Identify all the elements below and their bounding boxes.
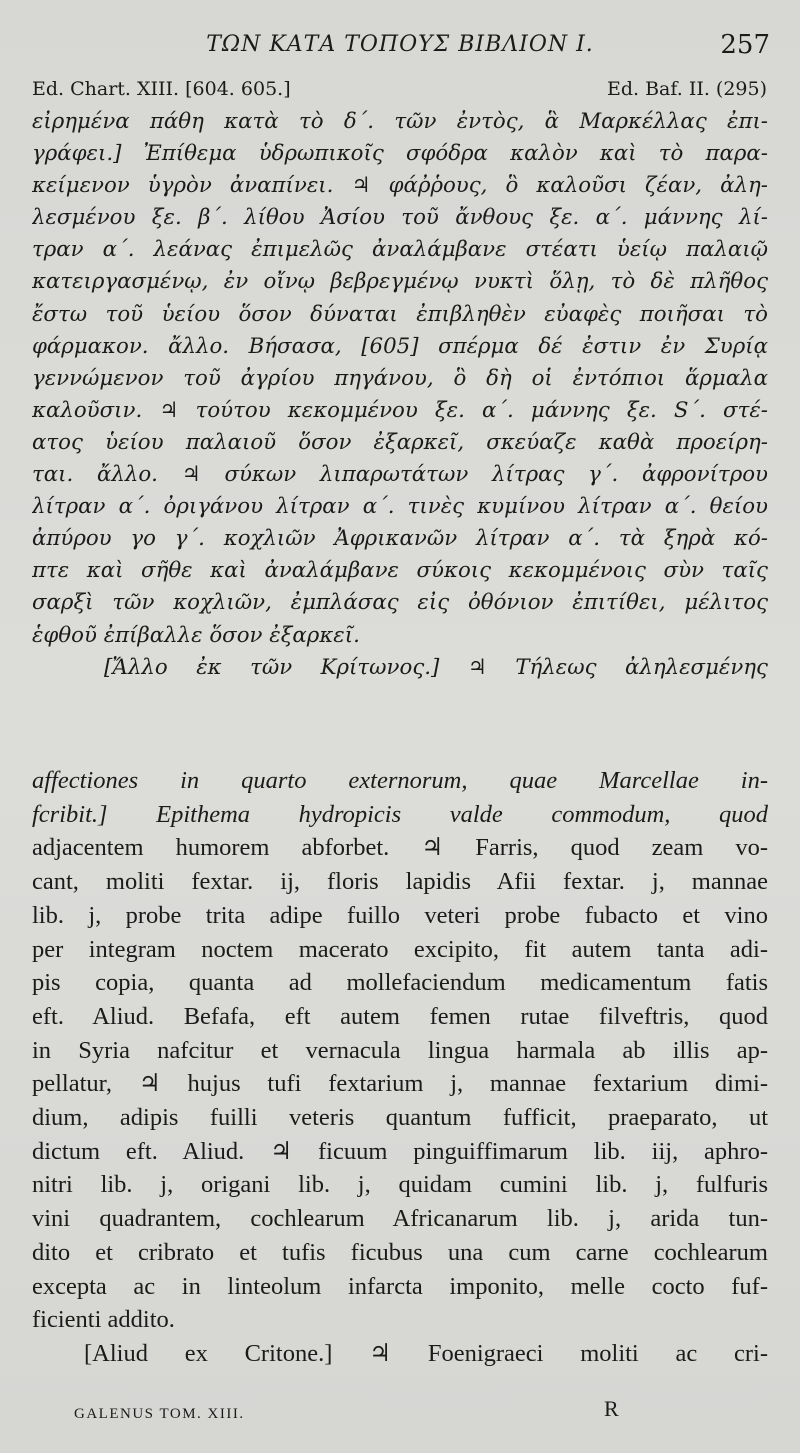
- greek-line: ται. ἄλλο. ♃ σύκων λιπαρωτάτων λίτρας γ΄. ἀφρονίτρου: [32, 462, 768, 488]
- greek-line: φάρμακον. ἄλλο. Βήσασα, [605] σπέρμα δέ ἐστιν ἐν Συρίᾳ: [32, 333, 768, 359]
- latin-line: pis copia, quanta ad mollefaciendum medicamentum fatis: [32, 969, 768, 997]
- page-number: 257: [720, 30, 770, 60]
- greek-line: γεννώμενον τοῦ ἀγρίου πηγάνου, ὃ δὴ οἱ ἐντόπιοι ἅρμαλα: [32, 365, 768, 391]
- latin-section-heading: [Aliud ex Critone.] ♃ Foenigraeci moliti ac cri-: [84, 1339, 768, 1367]
- latin-line: eft. Aliud. Befafa, eft autem femen rutae filveftris, quod: [32, 1002, 768, 1030]
- greek-line: σαρξὶ τῶν κοχλιῶν, ἐμπλάσας εἰς ὀθόνιον ἐπιτίθει, μέλιτος: [32, 590, 768, 616]
- running-head: [0, 28, 800, 68]
- latin-line: dictum eft. Aliud. ♃ ficuum pinguiffimarum lib. iij, aphro-: [32, 1137, 768, 1165]
- latin-line: vini quadrantem, cochlearum Africanarum lib. j, arida tun-: [32, 1205, 768, 1233]
- edition-basel: Ed. Baf. II. (295): [606, 78, 767, 100]
- latin-line: lib. j, probe trita adipe fuillo veteri probe fubacto et vino: [32, 901, 768, 929]
- latin-line: per integram noctem macerato excipito, fit autem tanta adi-: [32, 935, 768, 963]
- latin-line: dium, adipis fuilli veteris quantum fufficit, praeparato, ut: [32, 1104, 768, 1132]
- greek-line: ἀπύρου γο γ΄. κοχλιῶν Ἀφρικανῶν λίτραν α΄. τὰ ξηρὰ κό-: [32, 526, 768, 552]
- greek-line: κείμενον ὑγρὸν ἀναπίνει. ♃ φάῤῥους, ὃ καλοῦσι ζέαν, ἀλη-: [32, 173, 768, 199]
- greek-section-heading: [Ἄλλο ἐκ τῶν Κρίτωνος.] ♃ Τήλεως ἀληλεσμένης: [104, 654, 768, 680]
- greek-line: πτε καὶ σῆθε καὶ ἀναλάμβανε σύκοις κεκομμένοις σὺν ταῖς: [32, 558, 768, 584]
- latin-line: pellatur, ♃ hujus tufi fextarium j, mannae fextarium dimi-: [32, 1070, 768, 1098]
- greek-line: κατειργασμένῳ, ἐν οἴνῳ βεβρεγμένῳ νυκτὶ ὅλῃ, τὸ δὲ πλῆθος: [32, 269, 768, 295]
- signature-line: GALENUS TOM. XIII.: [74, 1406, 245, 1422]
- greek-line: ἔστω τοῦ ὑείου ὅσον δύναται ἐπιβληθὲν εὐαφὲς ποιῆσαι τὸ: [32, 301, 768, 327]
- latin-line: dito et cribrato et tufis ficubus una cum carne cochlearum: [32, 1238, 768, 1266]
- greek-line: ατος ὑείου παλαιοῦ ὅσον ἐξαρκεῖ, σκεύαζε καθὰ προείρη-: [32, 429, 768, 455]
- greek-line: λίτραν α΄. ὀριγάνου λίτραν α΄. τινὲς κυμίνου λίτραν α΄. θείου: [32, 494, 768, 520]
- latin-line: affectiones in quarto externorum, quae Marcellae in-: [32, 767, 768, 794]
- running-title: ΤΩΝ ΚΑΤΑ ΤΟΠΟΥΣ ΒΙΒΛΙΟΝ Ι.: [206, 32, 594, 57]
- edition-reference-line: [32, 78, 767, 108]
- sheet-mark: R: [604, 1396, 619, 1421]
- edition-chartier: Ed. Chart. XIII. [604. 605.]: [32, 78, 291, 100]
- greek-text-block: [32, 106, 768, 684]
- latin-line: adjacentem humorem abforbet. ♃ Farris, quod zeam vo-: [32, 834, 768, 862]
- latin-line: excepta ac in linteolum infarcta imponito, melle cocto fuf-: [32, 1272, 768, 1300]
- greek-line: ἑφθοῦ ἐπίβαλλε ὅσον ἐξαρκεῖ.: [32, 622, 360, 648]
- latin-line: in Syria nafcitur et vernacula lingua harmala ab illis ap-: [32, 1036, 768, 1064]
- latin-line: fcribit.] Epithema hydropicis valde commodum, quod: [32, 800, 768, 828]
- greek-line: τραν α΄. λεάνας ἐπιμελῶς ἀναλάμβανε στέατι ὑείῳ παλαιῷ: [32, 237, 768, 263]
- page-footer: [32, 1396, 768, 1426]
- latin-line: cant, moliti fextar. ij, floris lapidis Afii fextar. j, mannae: [32, 868, 768, 896]
- greek-line: λεσμένου ξε. β΄. λίθου Ἀσίου τοῦ ἄνθους ξε. α΄. μάννης λί-: [32, 205, 768, 231]
- greek-line: καλοῦσιν. ♃ τούτου κεκομμένου ξε. α΄. μάννης ξε. S΄. στέ-: [32, 397, 768, 423]
- latin-line: nitri lib. j, origani lib. j, quidam cumini lib. j, fulfuris: [32, 1171, 768, 1199]
- latin-line: ficienti addito.: [32, 1306, 175, 1334]
- greek-line: εἰρημένα πάθη κατὰ τὸ δ΄. τῶν ἐντὸς, ἃ Μαρκέλλας ἐπι-: [32, 109, 768, 134]
- latin-text-block: [32, 764, 768, 1371]
- greek-line: γράφει.] Ἐπίθεμα ὑδρωπικοῖς σφόδρα καλὸν καὶ τὸ παρα-: [32, 141, 768, 167]
